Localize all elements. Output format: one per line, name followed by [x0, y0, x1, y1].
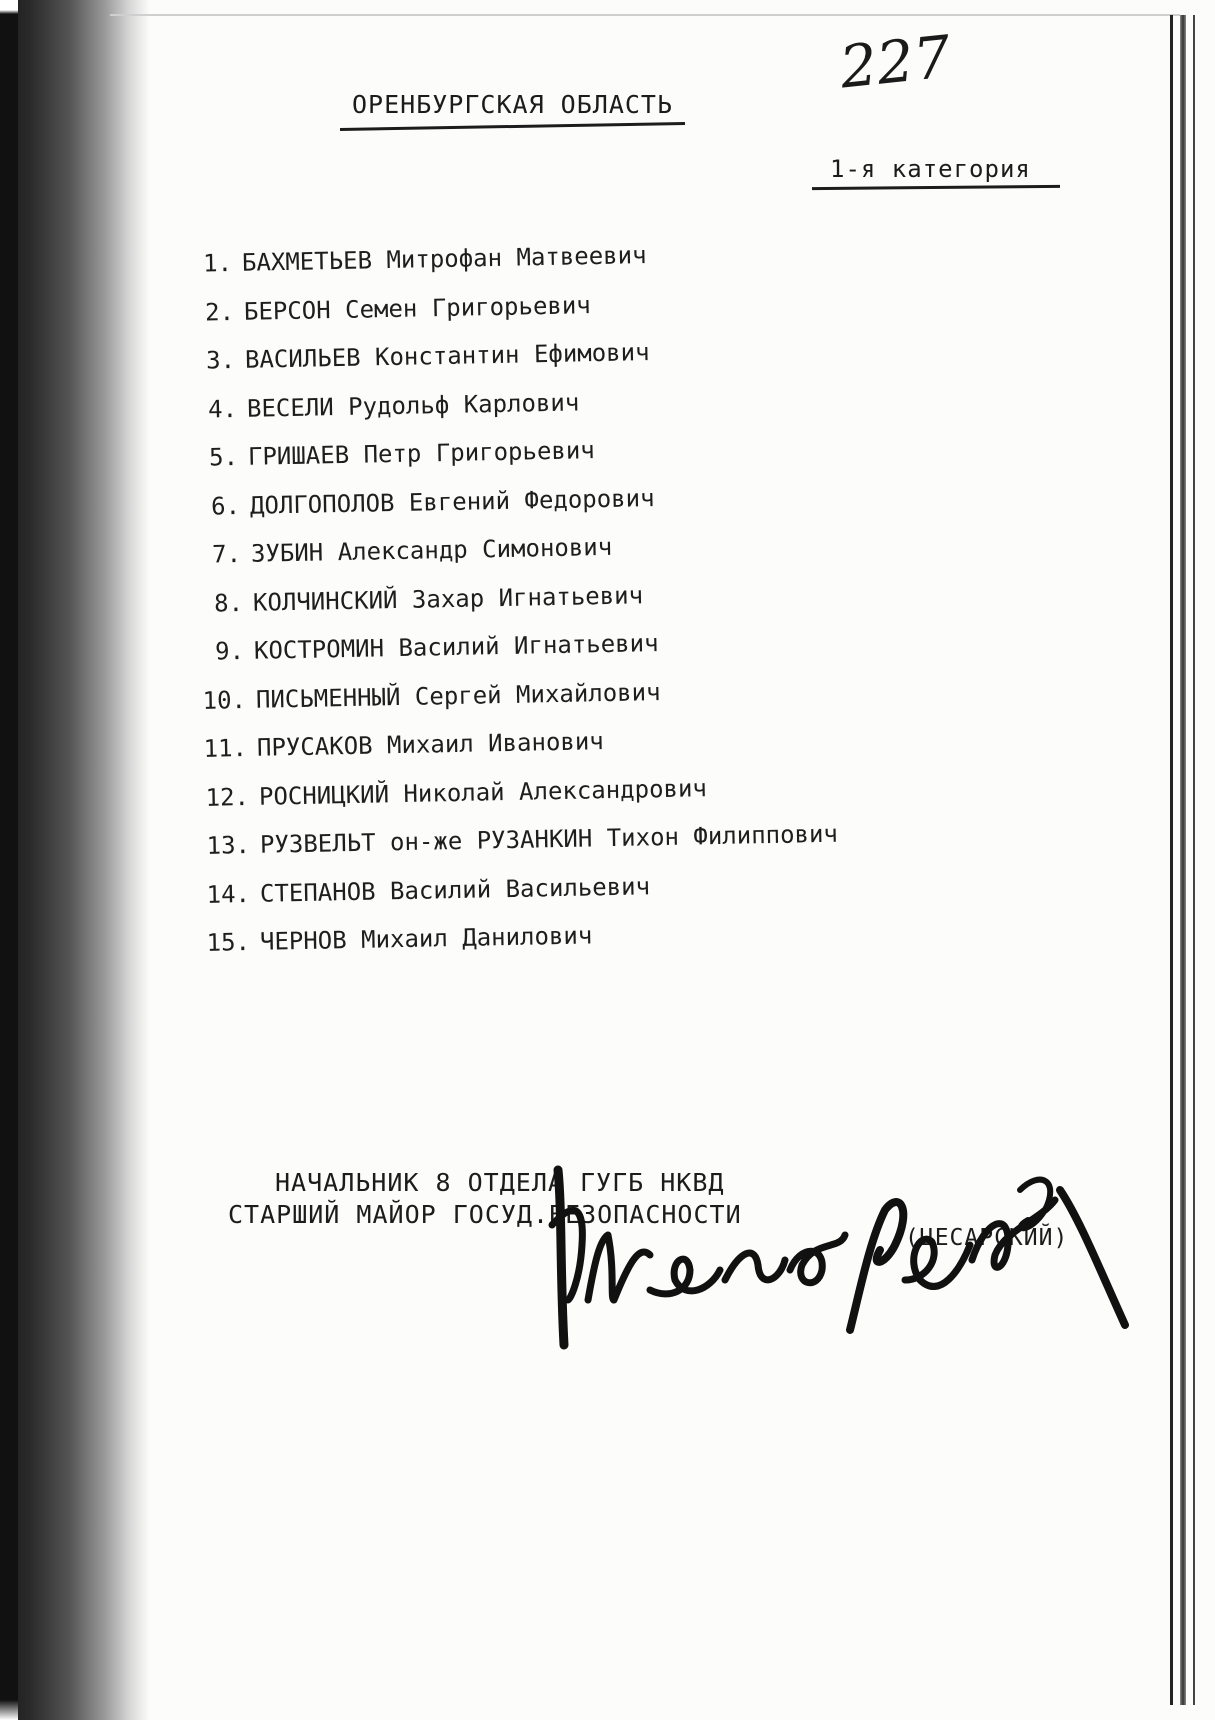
category-underline — [812, 185, 1060, 190]
binding-shadow — [0, 0, 150, 1720]
list-item — [196, 774, 706, 812]
list-item-number: 4. — [207, 394, 237, 424]
list-item-number: 3. — [205, 346, 236, 375]
signatory-name: (ЦЕСАРСКИЙ) — [905, 1225, 1069, 1251]
binding-edge — [0, 0, 18, 1720]
list-item — [198, 921, 593, 957]
list-item-name: ЧЕРНОВ Михаил Данилович — [259, 921, 593, 956]
list-item-name: СТЕПАНОВ Василий Васильевич — [259, 871, 651, 908]
list-item-name: РОСНИЦКИЙ Николай Александрович — [258, 773, 707, 811]
category-label: 1-я категория — [830, 155, 1031, 183]
list-item — [180, 241, 647, 278]
list-item-name: ПРУСАКОВ Михаил Иванович — [256, 727, 604, 762]
list-item — [189, 533, 613, 569]
list-item-name: КОСТРОМИН Василий Игнатьевич — [253, 629, 659, 665]
list-item-name: ГРИШАЕВ Петр Григорьевич — [247, 436, 595, 471]
list-item-number: 13. — [206, 831, 251, 860]
page-number: 227 — [836, 22, 954, 102]
list-item — [187, 484, 654, 521]
list-item-number: 8. — [213, 588, 243, 618]
page-right-edge — [1170, 15, 1173, 1705]
list-item-number: 5. — [208, 443, 239, 472]
list-item-name: ПИСЬМЕННЫЙ Сергей Михайлович — [255, 677, 661, 714]
list-item-name: КОЛЧИНСКИЙ Захар Игнатьевич — [252, 580, 643, 617]
list-item-number: 2. — [204, 297, 234, 327]
list-item — [198, 872, 651, 909]
list-item — [186, 436, 595, 472]
page-right-edge — [1180, 15, 1186, 1705]
list-item-number: 15. — [206, 928, 251, 957]
list-item — [181, 291, 590, 327]
list-item-name: ВЕСЕЛИ Рудольф Карлович — [246, 387, 580, 423]
list-item-number: 14. — [206, 879, 251, 909]
list-item — [195, 727, 604, 763]
list-item-name: РУЗВЕЛЬТ он-же РУЗАНКИН Тихон Филиппович — [259, 819, 839, 859]
page-top-edge — [110, 14, 1180, 16]
region-title-underline — [340, 122, 685, 131]
list-item — [183, 338, 650, 375]
list-item — [193, 678, 660, 715]
list-item-name: ВАСИЛЬЕВ Константин Ефимович — [244, 338, 650, 374]
list-item — [190, 581, 643, 618]
list-item-number: 1. — [202, 249, 233, 278]
list-item-name: ДОЛГОПОЛОВ Евгений Федорович — [249, 483, 655, 520]
list-item-number: 7. — [211, 540, 242, 569]
handwritten-signature — [540, 1150, 1180, 1350]
region-title: ОРЕНБУРГСКАЯ ОБЛАСТЬ — [352, 90, 674, 119]
list-item-number: 10. — [201, 685, 246, 715]
signatory-rank: СТАРШИЙ МАЙОР ГОСУД.БЕЗОПАСНОСТИ — [228, 1200, 742, 1229]
list-item-number: 6. — [210, 491, 240, 521]
list-item — [198, 820, 838, 860]
list-item — [184, 388, 579, 424]
signatory-position: НАЧАЛЬНИК 8 ОТДЕЛА ГУГБ НКВД — [275, 1168, 725, 1197]
page-right-edge — [1193, 15, 1195, 1705]
list-item-number: 11. — [203, 734, 248, 763]
list-item-number: 12. — [204, 782, 249, 812]
list-item — [192, 629, 659, 666]
list-item-name: ЗУБИН Александр Симонович — [250, 532, 613, 568]
list-item-number: 9. — [214, 637, 245, 666]
list-item-name: БЕРСОН Семен Григорьевич — [243, 290, 591, 326]
list-item-name: БАХМЕТЬЕВ Митрофан Матвеевич — [241, 241, 647, 277]
